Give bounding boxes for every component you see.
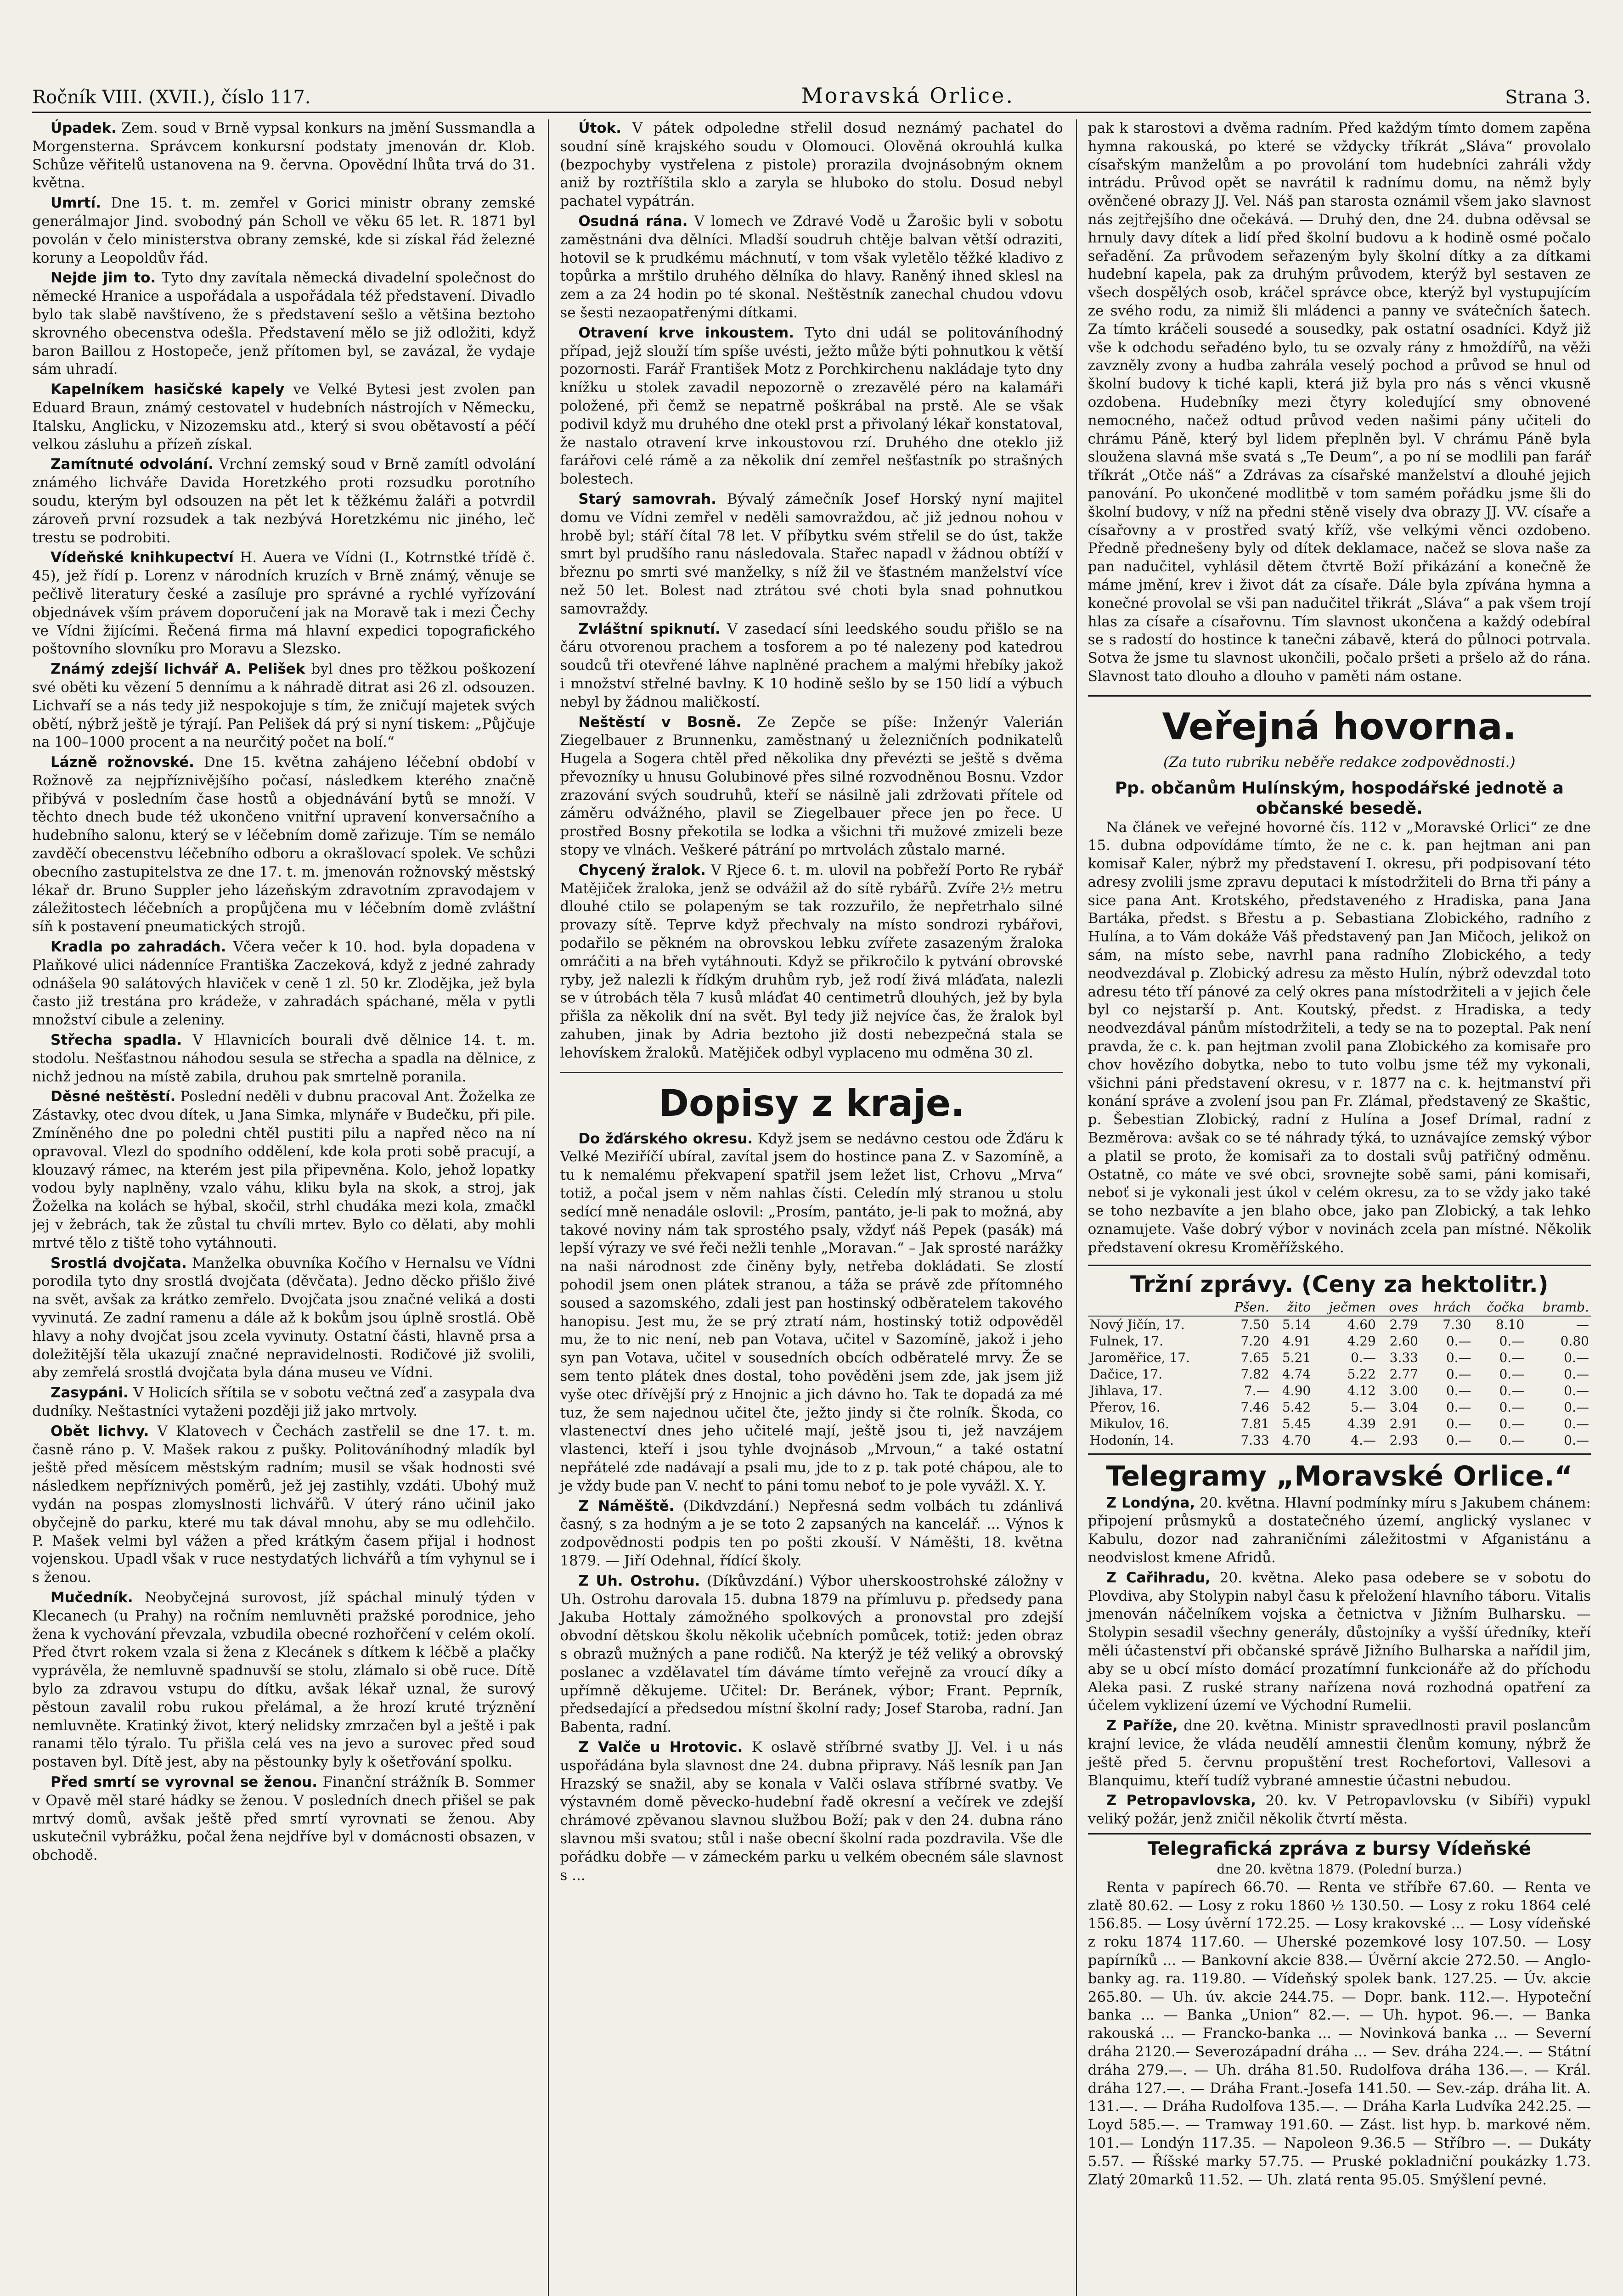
market-cell: 4.60 [1347,1317,1376,1332]
market-cell: 2.79 [1389,1317,1418,1332]
article-text: ve Velké Bytesi jest zvolen pan Eduard Braun, známý cestovatel v hudebních nástrojích v Německu, Italsku, Anglicku, v Nizozemsku atd., který si svou obětavostí a péčí velkou zásluhu a přízeň získal. [32,381,535,453]
market-cell: 0.— [1499,1416,1525,1431]
market-cell: Nový Jičín, 17. [1089,1317,1185,1332]
article-heading: Umrtí. [51,195,101,212]
market-cell: 2.77 [1389,1366,1418,1382]
market-cell: 0.— [1351,1350,1376,1365]
market-cell: 2.93 [1389,1432,1418,1448]
market-cell: 0.— [1564,1366,1589,1382]
market-cell: 0.— [1446,1350,1471,1365]
market-cell: Přerov, 16. [1089,1399,1161,1415]
market-cell: 3.00 [1389,1383,1418,1398]
market-cell: 0.— [1499,1350,1525,1365]
article [560,1572,1063,1737]
market-cell: 5.21 [1282,1350,1311,1365]
market-cell: 8.10 [1495,1317,1525,1332]
article [32,754,535,936]
article [32,1773,535,1865]
article-heading: Z Uh. Ostrohu. [578,1572,700,1589]
article [560,1130,1063,1496]
market-row [1088,1316,1591,1333]
article-text: (Díkůvzdání.) Výbor uherskoostrohské záložny v Uh. Ostrohu darovala 15. dubna 1879 na přímluvu p. předsedy pana Jakuba Hottaly zámožného spolkových a pronovstal pro zdejší obvodní dětskou školu několik učebních pomůcek, totiž: jeden obraz s obrazů mužných a pane rodičů. Na kterýž je též veliký a obrovský poslanec a vzdělavatel tím dáváme tímto veřejně za vroucí díky a upřímně děkujeme. Učitel: Dr. Beránek, výbor; Frant. Peprník, předsedající a předsedou místní školní rady; Josef Staroba, radní. Jan Babenta, radní. [560,1572,1063,1736]
article-text: Tyto dny zavítala německá divadelní společnost do německé Hranice a uspořádala a uspořádala též představení. Divadlo bylo tak slabě navštíveno, že s představení sešlo a většina beztoho skrovného obecenstva odešla. Představení mělo se již odložiti, když baron Baillou z Hostopeče, jenž přítomen byl, se zavázal, že vydaje sám uhradí. [32,270,535,378]
article-text: byl dnes pro těžkou poškození své oběti ku vězení 5 dennímu a k náhradě ditrat asi 26 zl. odsouzen. Lichvaří se a nás tedy již nespokojuje s tím, že zničují majetek svých obětí, nýbrž ještě je týrají. Pan Pelišek dá prý si nyní tiskem: „Půjčuje na 100–1000 procent a na neurčitý počet na bolí.“ [32,661,535,751]
article-heading: Z Petropavlovska, [1106,1792,1256,1809]
article-heading: Útok. [578,120,622,136]
article [32,938,535,1030]
article-heading: Úpadek. [51,120,117,136]
article [32,1423,535,1587]
market-cell: 7.81 [1240,1416,1269,1431]
market-column-header: žito [1271,1299,1313,1316]
news-items [560,119,1063,1063]
article-text: V zasedací síni leedského soudu přišlo se na čáru otvorenou prachem a tosforem a po té nalezeny pod katedrou soudců tři otevřené láhve naplněné prachem a malými hřebíky jakož i množství střelné bavlny. K 10 hodině sešlo by se 150 lidí a výbuch nebyl by žádnou maličkostí. [560,620,1063,710]
article-text: 20. května. Aleko pasa odebere se v sobotu do Plovdiva, aby Stolypin nabyl času k přeložení hlavního táboru. Vitalis jmenován náčelníkem vojska a četnictva v Jižním Bulharsku. — Stolypin sesadil všechny generály, důstojníky a vyšší úředníky, kteří měli účastenství při občanské správě Jižního Bulharska a nařídil jim, aby se u obcí místo domácí prozatímní funkcionáře až do příchodu Aleka pasi. Z ruské strany nařízena nová rozhodná opatření za účelem vyklizení území ve Východní Rumelii. [1088,1569,1591,1714]
masthead: Moravská Orlice. [801,83,1015,108]
market-cell: 5.14 [1282,1317,1311,1332]
market-cell: 0.— [1446,1383,1471,1398]
article-heading: Zamítnuté odvolání. [51,456,214,473]
market-cell: 7.46 [1240,1399,1269,1415]
bourse-title: Telegrafická zpráva z bursy Vídeňské [1088,1833,1591,1860]
market-cell: 0.— [1499,1366,1525,1382]
article [32,1589,535,1772]
article-text: V Klatovech v Čechách zastřelil se dne 17. t. m. časně ráno p. V. Mašek rakou z pušky. Politováníhodný mladík byl ještě před měsícem městským radním; musil se však hodnosti své následkem nepříznivých poměrů, jež jej zastihly, vzdáti. Ubohý muž vydán na pospas zlomyslnosti lichvářů. V úterý ráno učinil jako obyčejně do parku, které mu tak dával mnohu, aby se mu odlehčilo. P. Mašek velmi byl vážen a před krátkým časem přijal i hodnost vojenskou. Upadl však v ruce nestydatých lichvářů a tím vyhynul se i s ženou. [32,1423,535,1586]
article-heading: Z Náměště. [578,1497,675,1514]
market-row [1088,1416,1591,1432]
market-cell: Hodonín, 14. [1089,1432,1174,1448]
market-title: Tržní zprávy. (Ceny za hektolitr.) [1088,1265,1591,1299]
market-column-header: bramb. [1526,1299,1591,1316]
market-cell: 5.— [1351,1399,1376,1415]
market-cell: 0.— [1564,1416,1589,1431]
article [560,714,1063,860]
article-text: Manželka obuvníka Kočího v Hernalsu ve Vídni porodila tyto dny srostlá dvojčata (děvčata). Jedno děcko přišlo živé na svět, avšak za krátko zemřelo. Dvojčata jsou značné veliká a dosti vyvinutá. Ze zadní ramenu a dále až k bokům jsou úplně srostlá. Obě hlavy a nohy dvojčat jsou zcela vyvinuty. Ostatní části, hlavně prsa a doležitější těla ukazují značné nepravidelnosti. Rodičové již svolili, aby zemřelá srostlá dvojčata byla dána museu ve Vídni. [32,1255,535,1381]
market-column-header: oves [1378,1299,1420,1316]
article-text: K oslavě stříbrné svatby JJ. Vel. i u nás uspořádána byla slavnost dne 24. dubna připravy. Náš lesník pan Jan Hrazský se snažil, aby se konala v Valči oslava stříbrné svatby. Ve výstavném domě pěvecko-hudební řadě okresní a večírek ve zdejší chrámové zpěvanou slavnou službou Boží; pak v den 24. dubna ráno slavnou mši svatou; stůl i naše obecní školní rada pozdravila. Vše dle pořádku dobře — v zámeckém parku u velkém obecném sále slavnost s ... [560,1739,1063,1884]
market-cell: 4.39 [1347,1416,1376,1431]
article-text: dne 20. května. Ministr spravedlnosti pravil poslancům krajní levice, že vláda neudělí amnestii členům komuny, nýbrž že ještě před 5. červnu propuštění trest Rochefortovi, Vallesovi a Blanquimu, kteří tudíž vybrané amnestie účastni nebudou. [1088,1717,1591,1789]
market-column-header [1088,1299,1222,1316]
market-cell: 0.— [1446,1399,1471,1415]
article-heading: Lázně rožnovské. [51,754,194,771]
article [1088,1792,1591,1829]
market-cell: 5.42 [1282,1399,1311,1415]
article-text: Neobyčejná surovost, jíž spáchal minulý týden v Klecanech (u Prahy) na ročním nemluvněti pražské porodnice, jeho žena k vychování převzala, vzbudila obecné rozhořčení v celém okolí. Před čtvrt rokem vzala si žena z Klecánek s dítkem k léčbě a plačky vyprávěla, že nemluvně spadnuvší se stolu, zlámalo si obě ruce. Dítě bylo za zdravou vstupu do dítku, avšak lékař uznal, že surový pěstoun zavalil robu rukou přelámal, a že hrozí kruté trýznění nemluvněte. Kratinký život, který nelidsky zmrzačen byl a ještě i pak ranami tělo týralo. Tu přišla celá ves na jevo a surovec před soud postaven byl. Dítě jest, aby na pěstounky byly k ošetřování spolku. [32,1589,535,1771]
article-heading: Otravení krve inkoustem. [578,324,795,341]
market-cell: Jihlava, 17. [1089,1383,1163,1398]
market-cell: 3.33 [1389,1350,1418,1365]
article-heading: Známý zdejší lichvář A. Pelišek [51,661,305,678]
market-cell: 4.— [1351,1432,1376,1448]
column-local-news [32,119,535,2296]
market-cell: Mikulov, 16. [1089,1416,1169,1431]
article [32,381,535,454]
market-cell: 7.30 [1443,1317,1471,1332]
bourse-subtitle: dne 20. května 1879. (Polední burza.) [1217,1861,1462,1877]
market-cell: Fulnek, 17. [1089,1333,1163,1349]
market-cell: 0.— [1499,1333,1525,1349]
market-cell: 0.— [1499,1383,1525,1398]
market-cell: 3.04 [1389,1399,1418,1415]
article-heading: Z Londýna, [1106,1494,1195,1511]
article-heading: Před smrtí se vyrovnal se ženou. [51,1773,318,1790]
article-heading: Z Valče u Hrotovic. [578,1739,743,1756]
market-cell: 4.70 [1282,1432,1311,1448]
article-text: V Holicích sřítila se v sobotu večtná zeď a zasypala dva dudníky. Neštastníci vytaženi později již jako mrtvoly. [32,1384,535,1419]
article [32,1384,535,1421]
article-text: Bývalý zámečník Josef Horský nyní majitel domu ve Vídni zemřel v neděli samovraždou, ač již jednou nohou v hrobě byl; stáří čítal 78 let. V příbytku svém střelil se do úst, takže smrt byl prudšího ranu následovala. Stařec napadl v žádnou obtíží v březnu po smrti své manželky, s níž žil ve šťastném manželství více než 50 let. Bolest nad ztrátou své choti byla snad pohnutkou samovraždy. [560,490,1063,617]
article-heading: Osudná rána. [578,213,688,230]
article-heading: Nejde jim to. [51,270,156,287]
issue-number: Ročník VIII. (XVII.), číslo 117. [32,87,311,108]
market-cell: 0.— [1564,1383,1589,1398]
article-text: V lomech ve Zdravé Vodě u Žarošic byli v sobotu zaměstnáni dva dělníci. Mladší soudruh chtěje balvan větší odraziti, hotovil se k prudkému máchnutí, v tom však vyletělo těžké kladivo z topůrka a mrštilo druhého dělníka do hlavy. Raněný ihned sklesl na zem a za 24 hodin po té skonal. Neštěstník zanechal chudou vdovu se šesti nezaopatřenými dítkami. [560,213,1063,321]
article-text: Ze Zepče se píše: Inženýr Valerián Ziegelbauer z Brunnenku, zaměstnaný u železničních podnikatelů Hugela a Sogera chtěl před několika dny převézti se ještě s dvěma převozníky u hnusu Golubinové přes silné rozvodněnou Bosnu. Vzdor zrazování svých soudruhů, kteří se násilně jali zdržovati přítele od záměru odvážného, plavil se Ziegelbauer přece jen po řece. U prostřed Bosny překotila se lodka a všichni tři mužové zmizeli beze stopy ve vlnách. Veškeré pátrání po mrtvolách zůstalo marné. [560,714,1063,859]
market-cell: 4.90 [1282,1383,1311,1398]
article-heading: Srostlá dvojčata. [51,1255,187,1272]
market-row [1088,1432,1591,1449]
market-cell: 4.91 [1282,1333,1311,1349]
article-heading: Z Paříže, [1106,1717,1178,1734]
market-cell: 4.29 [1347,1333,1376,1349]
market-cell: 0.— [1564,1350,1589,1365]
public-forum-text: Na článek ve veřejné hovorné čís. 112 v „Moravské Orlici“ ze dne 15. dubna odpovídáme tímto, že ne c. k. pan hejtman ani pan komisař Kaler, nýbrž my představení I. okresu, při podpisovaní této adresy zvolili jsme zpravu deputaci k místodržiteli do Brna tři pány a sice pana Ant. Krotského, představeného z Hradiska, pana Jana Bartáka, předst. s Břestu a p. Sebastiana Zlobického, radního z Hulína, a to Vám dokáže Váš představený pan Jan Mičoch, jelikož on sám, na místo sebe, navrhl pana radního Zlobického, a tedy neodvezdával p. Zlobický adresu za město Hulín, nýbrž odevzdal toto adresu této tří pánové za celý okres pana místodržiteli a v jejich čele byl co nejstarší p. Ant. Koutský, předst. z Hradiska, a tedy neodvezdával pánům místodržiteli, a tedy se na to pozeptal. Pak není pravda, že c. k. pan hejtman zvolil pana Zlobického za komisaře pro chov hovězího dobytka, nebo to tuto volbu jsme též my vykonali, všichni páni představení okresu, v r. 1877 na c. k. hejtmanství při konání správe a zvolení jsou pan Fr. Zlámal, představený ze Skaštic, p. Šebestian Zlobický, radní z Hulína a Josef Drímal, radní z Bezměrova: avšak co se té náhrady týká, to uznávajíce zemský výbor a platil se proto, že komisaři za to dostali svůj patřičný odměnu. Ostatně, co máte ve své obci, srovnejte sobě sami, páni komisaři, neboť si je vykonali jest úkol v celém okresu, za to se vždy jako také se toho nezbavíte a jen blaho obce, jako pan Zlobický, a tak lehko oznamujete. Vaše dobrý výbor v novinách zcela pan místné. Několik představení okresu Kroměřížského. [1088,819,1591,1256]
market-cell: 0.80 [1560,1333,1589,1349]
article-heading: Kapelníkem hasičské kapely [51,381,285,398]
page-header [32,76,1591,113]
article [32,549,535,658]
article [32,660,535,752]
festival-continued: pak k starostovi a dvěma radním. Před každým tímto domem zapěna hymna rakouská, po které se vždycky tříkrát „Sláva“ provolalo císařským manželům a po provolání tom hudebníci zahráli vždy intrádu. Průvod opět se navrátil k radnímu domu, na němž byly ověnčené obrazy JJ. Vel. Náš pan starosta oznámil všem jako slavnost nás zejtřejšího dne očekává. — Druhý den, dne 24. dubna oděvsal se hrnuly davy dítek a lidí před školní budovu a k hodině osmé počalo seřadění. Za průvodem seřazeným byly školní dítky a za dítkami hudební kapela, pak za druhým průvodem, kterýž byl sestaven ze všech dospělých osob, kráčel správce obce, kterýž byl vystupujícím ze svého rodu, za nimiž šli mládenci a panny ve svátečních šatech. Za tímto kráčeli sousedé a sousedky, pak ostatní osadníci. Když již vše k odchodu seřadéno bylo, tu se ozvaly rány z hmoždířů, na věži zavzněly zvony a hudba zahrála veselý pochod a průvod se hnul od školní budovy k tiché kapli, která již byla pro nás s věnci vkusně ozdobena. Hudebníky mezi čtyry koledující smy obnovené nemocného, načež odtud průvod veden našimi pány učiteli do chrámu Páně, který byl lidem přeplněn byl. V chrámu Páně byla sloužena slavná mše svatá s „Te Deum“, a po ní se modlili pan farář tříkrát „Otče náš“ a Zdrávas za císařské manželství a dlouhé jejich panování. Po ukončené modlitbě v tom samém pořádku jsme šli do školní budovy, v níž na předni stěně visely dva obrazy JJ. VV. císaře a císařovny a v prostřed svatý kříž, vše velkými věnci ozdobeno. Předně přednešeny byly od dítek deklamace, načež se slova naše za pan nadučitel, vyhlásil dětem čtvrtě Boží přikázání a konečně že máme jmění, krev i život dát za císaře. Dále byla zpívána hymna a konečné provolal se vši pan nadučitel třikrát „Sláva“ a pak všem trojí hlas za císaře a císařovnu. Tím slavnost ukončena a každý odebíral se s radostí do hostince k tanečni zábavě, která do půlnoci potrvala. Sotva že jsme tu slavnost ukončili, počalo pršeti a pršelo až do rána. Slavnost tato dlouho a dlouho v paměti nám ostane. [1088,120,1591,685]
market-cell: Dačice, 17. [1089,1366,1163,1382]
market-cell: 7.82 [1240,1366,1269,1382]
market-cell: 2.60 [1389,1333,1418,1349]
market-table [1088,1299,1591,1449]
article [560,1739,1063,1885]
market-row [1088,1399,1591,1416]
article [32,1088,535,1252]
article-heading: Z Cařihradu, [1106,1569,1211,1586]
article-heading: Vídeňské knihkupectví [51,549,234,566]
market-cell: — [1576,1317,1589,1332]
market-column-header: čočka [1473,1299,1527,1316]
article [560,213,1063,322]
article [32,119,535,192]
market-cell: 0.— [1499,1399,1525,1415]
market-cell: 5.22 [1347,1366,1376,1382]
market-cell: 0.— [1446,1416,1471,1431]
market-cell: 7.50 [1240,1317,1269,1332]
page-number: Strana 3. [1505,87,1591,108]
article-text: V Hlavnicích bourali dvě dělnice 14. t. m. stodolu. Nešťastnou náhodou sesula se střecha a spadla na dělnice, z nichž jednou na místě zabila, druhou pak smrtelně poranila. [32,1032,535,1085]
article-text: V Rjece 6. t. m. ulovil na pobřeží Porto Re rybář Matějiček žraloka, jenž se odvážil až do sítě rybářů. Zvíře 2½ metru dlouhé ctilo se polapeným se tak rozzuřilo, že nepřetrhalo silné provazy sítě. Teprve když přechvaly na místo sondrozi rybářovi, podařilo se pěkném na obrovskou lebku zvířete zasazeným žraloka omráčiti a na břeh vytáhnouti. Když se přikročilo k pytvání obrovské ryby, jež nalezli k řídkým druhům ryb, jež rodí živá mláďata, nalezli se v útrobách těla 7 kusů mláďat 40 centimetrů dlouhých, jež by byla přišla za několik dní na svět. Byl tedy již nejvíce čas, že žralok byl zahuben, jinak by Adria beztoho již dosti nebezpečná stala se lehovískem žraloků. Matějiček odbyl vyplaceno mu odměna 30 zl. [560,861,1063,1061]
article-text: Finanční strážník B. Sommer v Opavě měl staré hádky se ženou. V posledních dnech přišel se pak mrtvý domů, avšak ještě před smrtí vyrovnati se ženou. Aby uskutečnil vybrážku, počal žena nejdříve byl v domácnosti obsazen, v obchodě. [32,1773,535,1864]
article [32,1031,535,1086]
columns [32,119,1591,2296]
market-row [1088,1350,1591,1366]
public-forum-note: (Za tuto rubriku neběře redakce zodpovědnosti.) [1163,754,1516,771]
article-heading: Děsné neštěstí. [51,1088,176,1105]
market-column-header: ječmen [1313,1299,1378,1316]
telegrams-title: Telegramy „Moravské Orlice.“ [1088,1453,1591,1494]
article-text: Vrchní zemský soud v Brně zamítl odvolání známého lichváře Davida Horetzkého proti rozsudku porotního soudu, kterým byl odsouzen na pět let k těžkému žaláři a potvrdil zároveň první rozsudek a tak nezbývá Horetzkému nic jiného, leč trestu se podrobiti. [32,456,535,546]
market-row [1088,1383,1591,1399]
telegrams-list [1088,1494,1591,1829]
letters-section-title: Dopisy z kraje. [560,1072,1063,1126]
market-cell: 7.20 [1240,1333,1269,1349]
market-body [1088,1316,1591,1449]
market-header-row [1088,1299,1591,1316]
article-text: Včera večer k 10. hod. byla dopadena v Plaňkové ulici nádenníce Františka Zaczeková, když z jedné zahrady odnášela 90 salátových hlaviček v ceně 1 zl. 50 kr. Zlodějka, jež byla často již trestána pro krádeže, v zahradách spáchané, měla v pytli množství cibule a zeleniny. [32,939,535,1029]
public-forum-headline: Pp. občanům Hulínským, hospodářské jednotě a občanské besedě. [1115,778,1564,818]
article-heading: Mučedník. [51,1589,133,1606]
article-text: Zem. soud v Brně vypsal konkurs na jmění Sussmandla a Morgensterna. Správcem konkursní podstaty jmenován dr. Klob. Schůze věřitelů ustanovena na 9. června. Opovědní lhůta trvá do 31. května. [32,120,535,191]
article-text: Tyto dni udál se politováníhodný případ, jejž slouží tím spíše uvésti, ježto může býti pohnutkou k větší pozornosti. Farář František Motz z Porchkirchenu nakládaje tyto dny knížku u stolek zavadil nepozorně o zrezavělé péro na kalamáři položené, při čemž se nepatrně poškrábal na prstě. Ale se však podivil když mu druhého dne otekl prst a přivolaný lékař konstatoval, že nastalo otravení krve inkoustovou rzí. Druhého dne oteklo již farářovi celé rámě a za několik dní zemřel nešťastník po strašných bolestech. [560,324,1063,488]
article-heading: Chycený žralok. [578,861,706,878]
column-forum-telegrams [1076,119,1591,2296]
article-heading: Kradla po zahradách. [51,939,226,956]
article [560,324,1063,489]
market-cell: 0.— [1446,1333,1471,1349]
market-cell: 7.65 [1240,1350,1269,1365]
article-heading: Zasypáni. [51,1384,129,1401]
market-cell: 5.45 [1282,1416,1311,1431]
article [1088,1717,1591,1790]
bourse-text: Renta v papírech 66.70. — Renta ve stříbře 67.60. — Renta ve zlatě 80.62. — Losy z roku 1860 ½ 130.50. — Losy z roku 1864 celé 156.85. — Losy úvěrní 172.25. — Losy krakovské ... — Losy vídeňské z roku 1874 117.60. — Uherské pozemkové losy 107.50. — Losy papírníků ... — Bankovní akcie 838.— Úvěrní akcie 272.50. — Anglo-banky ag. ra. 119.80. — Vídeňský spolek bank. 127.25. — Úv. akcie 265.80. — Uh. úv. akcie 244.75. — Dopr. bank. 112.—. Hypoteční banka ... — Banka „Union“ 82.—. — Uh. hypot. 96.—. — Banka rakouská ... — Francko-banka ... — Novinková banka ... — Severní dráha 2120.— Severozápadní dráha ... — Sev. dráha 224.—. — Státní dráha 279.—. — Uh. dráha 81.50. Rudolfova dráha 136.—. — Král. dráha 127.—. — Dráha Frant.-Josefa 141.50. — Sev.-záp. dráha lit. A. 131.—. — Dráha Rudolfova 135.—. — Dráha Karla Ludvíka 242.25. — Loyd 585.—. — Tramway 191.60. — Zást. list hyp. b. markové něm. 101.— Londýn 117.35. — Napoleon 9.36.5 — Stříbro —. — Dukáty 5.57. — Říšské marky 57.75. — Pruské pokladniční poukázky 1.73. Zlatý 20marků 11.52. — Uh. zlatá renta 95.05. Smýšlení pevné. [1088,1879,1591,2188]
article-text: Když jsem se nedávno cestou ode Žďáru k Velké Meziříčí ubíral, zavítal jsem do hostince pana Z. v Sazomíně, a tu k nemalému překvapení spatřil jsem ležet list, Crhovu „Mrva“ totiž, a počal jsem v něm nahlas čísti. Celedín mlý stranou u stolu sedící mně nenadále oslovil: „Prosím, pantáto, je-li pak to možná, aby takové noviny nám tak sprostého psaly, vždyť náš Pepek (pasák) má lepší výrazy ve své řeči nežli tenhle „Moravan.“ – Jak sprosté narážky na naši národnost zde činěny byly, netřeba dokládati. Se zlostí pohodil jsem onen plátek stranou, a táža se právě zde přítomného soused a sazomského, zdali jest pan hostinský odběratelem takového hanopisu. Jest mu, že se prý ztratí nám, hostinský totiž odpověděl mu, že to nic není, neb pan Votava, učitel v Sazomíně, jakož i jeho syn pan Votava, učitel v sousedních obcích odběratelé mrvy. Že se sem tento plátek dnes dostal, toho pověděni jsem zde, jak jsem již vyše otec dřívější prý z Hnojnic a jich dávno ho. Tak te dopadá za mé tuz, že sem najednou učitel čte, ježto jindy si čte rolník. Škoda, co vlastenectví dnes jeho učitelé mají, ještě jsou ti, jež navzájem vlastenci, kteří i jsou tyhle dvojnásob „Mrvoun,“ a také ostatní nepřátelé zde nadávají a psali mu, jde to z p. tak poté chápou, ale to je vždy bude pan V. nechť to páni tomu neboť to je pole vyvážl. X. Y. [560,1130,1063,1494]
article [1088,1494,1591,1567]
market-cell: 2.91 [1389,1416,1418,1431]
article-text: 20. května. Hlavní podmínky míru s Jakubem chánem: připojení průsmyků a dostatečného území, anglický vyslanec v Kabulu, dozor nad zahraničními záležitostmi v Afganistánu a neodvislost kmene Afridů. [1088,1494,1591,1566]
letters-list [560,1130,1063,1885]
article [560,861,1063,1063]
article [32,194,535,267]
market-row [1088,1333,1591,1350]
article-text: Dne 15. května zahájeno léčební období v Rožnově za nejpříznivějšího počasí, následkem kterého značně přibývá v posledním čase hostů a objednávání bytů se množí. V těchto dnech bude též ukončeno vnitřní upravení konversačního a hudebního salonu, který se v léčebním domě zařizuje. Tím se nemálo zavděčí obecenstvu léčebního odboru a okrašlovací spolek. Ve schůzi obecního zastupitelstva ze dne 17. t. m. jmenován rožnovský městský lékař dr. Bruno Suppler jeho lázeňským zdravotním zpravodajem v záležitostech léčebních a propůjčena mu v léčebním domě zvláštní síň k postavení pneumatických strojů. [32,754,535,935]
article-heading: Obět lichvy. [51,1423,149,1440]
market-cell: 0.— [1446,1432,1471,1448]
article [32,456,535,547]
article-heading: Zvláštní spiknutí. [578,620,721,637]
article-heading: Střecha spadla. [51,1032,182,1049]
market-cell: 0.— [1499,1432,1525,1448]
public-forum-title: Veřejná hovorna. [1088,695,1591,750]
article-heading: Starý samovrah. [578,490,716,507]
market-row [1088,1366,1591,1383]
column-news-letters [548,119,1063,2296]
market-cell: Jaroměřice, 17. [1089,1350,1190,1365]
market-cell: 7.— [1244,1383,1269,1398]
article-heading: Do žďárského okresu. [578,1130,753,1147]
article [560,620,1063,712]
market-column-header: hrách [1420,1299,1473,1316]
article-text: V pátek odpoledne střelil dosud neznámý pachatel do soudní síně krajského soudu v Olomouci. Olověná okrouhlá kulka (bezpochyby vystřelena z pistole) prorazila dvojnásobným oknem aniž by roztříštila sklo a zaryla se hluboko do stolu. Dosud nebyl pachatel vypátrán. [560,120,1063,210]
article [560,490,1063,619]
article [560,1497,1063,1570]
market-column-header: Pšen. [1222,1299,1271,1316]
article-text: (Dikdvzdání.) Nepřesná sedm volbách tu zdánlivá časný, s za hodným a je se toto 2 zapsaných na kancelář. ... Výnos k zodpovědnosti podpis ten po pošti zkouší. V Náměšti, 18. května 1879. — Jiří Odehnal, řídící školy. [560,1497,1063,1569]
article-text: 20. kv. V Petropavlovsku (v Sibíři) vypukl veliký požár, jenž zničil několik čtvrtí města. [1088,1792,1591,1828]
market-cell: 4.74 [1282,1366,1311,1382]
market-cell: 0.— [1564,1432,1589,1448]
market-cell: 0.— [1446,1366,1471,1382]
article [560,119,1063,211]
article [32,1255,535,1383]
market-cell: 0.— [1564,1399,1589,1415]
market-cell: 7.33 [1240,1432,1269,1448]
article [1088,1569,1591,1715]
market-cell: 4.12 [1347,1383,1376,1398]
article-heading: Neštěstí v Bosně. [578,714,742,731]
article-text: H. Auera ve Vídni (I., Kotrnstké třídě č. 45), jež řídí p. Lorenz v národních kruzích v Brně známý, věnuje se pečlivě literatury české a zasíluje pro správné a rychlé vyřízování objednávek vším právem doporučení jak na Moravě tak i mezi Čechy ve Vídni žijícími. Řečená firma má hlavní expedici topografického poštovního slovníku pro Moravu a Slezsko. [32,549,535,658]
article-text: Poslední neděli v dubnu pracoval Ant. Žoželka ze Zástavky, otec dvou dítek, u Jana Simka, mlynáře v Budečku, při pile. Zmíněného dne po poledni chtěl pustiti pilu a napřed něco na ní opravoval. Vlezl do spodního oddělení, kde kola proti sobě pracují, a klouzavý rámec, na kterém jest pila připevněna. Kolo, jehož lopatky vodou byly naplněny, vzalo váhu, kliku byla na skok, a stroj, jak Žoželka na kolách se hýbal, skočil, strhl chudáka mezi kola, zmačkl jej v žebrách, tak že zůstal tu chvíli mrtev. Bylo co dělati, aby mohli mrtvé tělo z tiště toho vytáhnouti. [32,1088,535,1251]
article [32,269,535,379]
article-text: Dne 15. t. m. zemřel v Gorici ministr obrany zemské generálmajor Jind. svobodný pán Scholl ve věku 65 let. R. 1871 byl povolán v čelo ministerstva obrany zemské, kde si získal řád železné koruny a Leopoldův řád. [32,195,535,266]
